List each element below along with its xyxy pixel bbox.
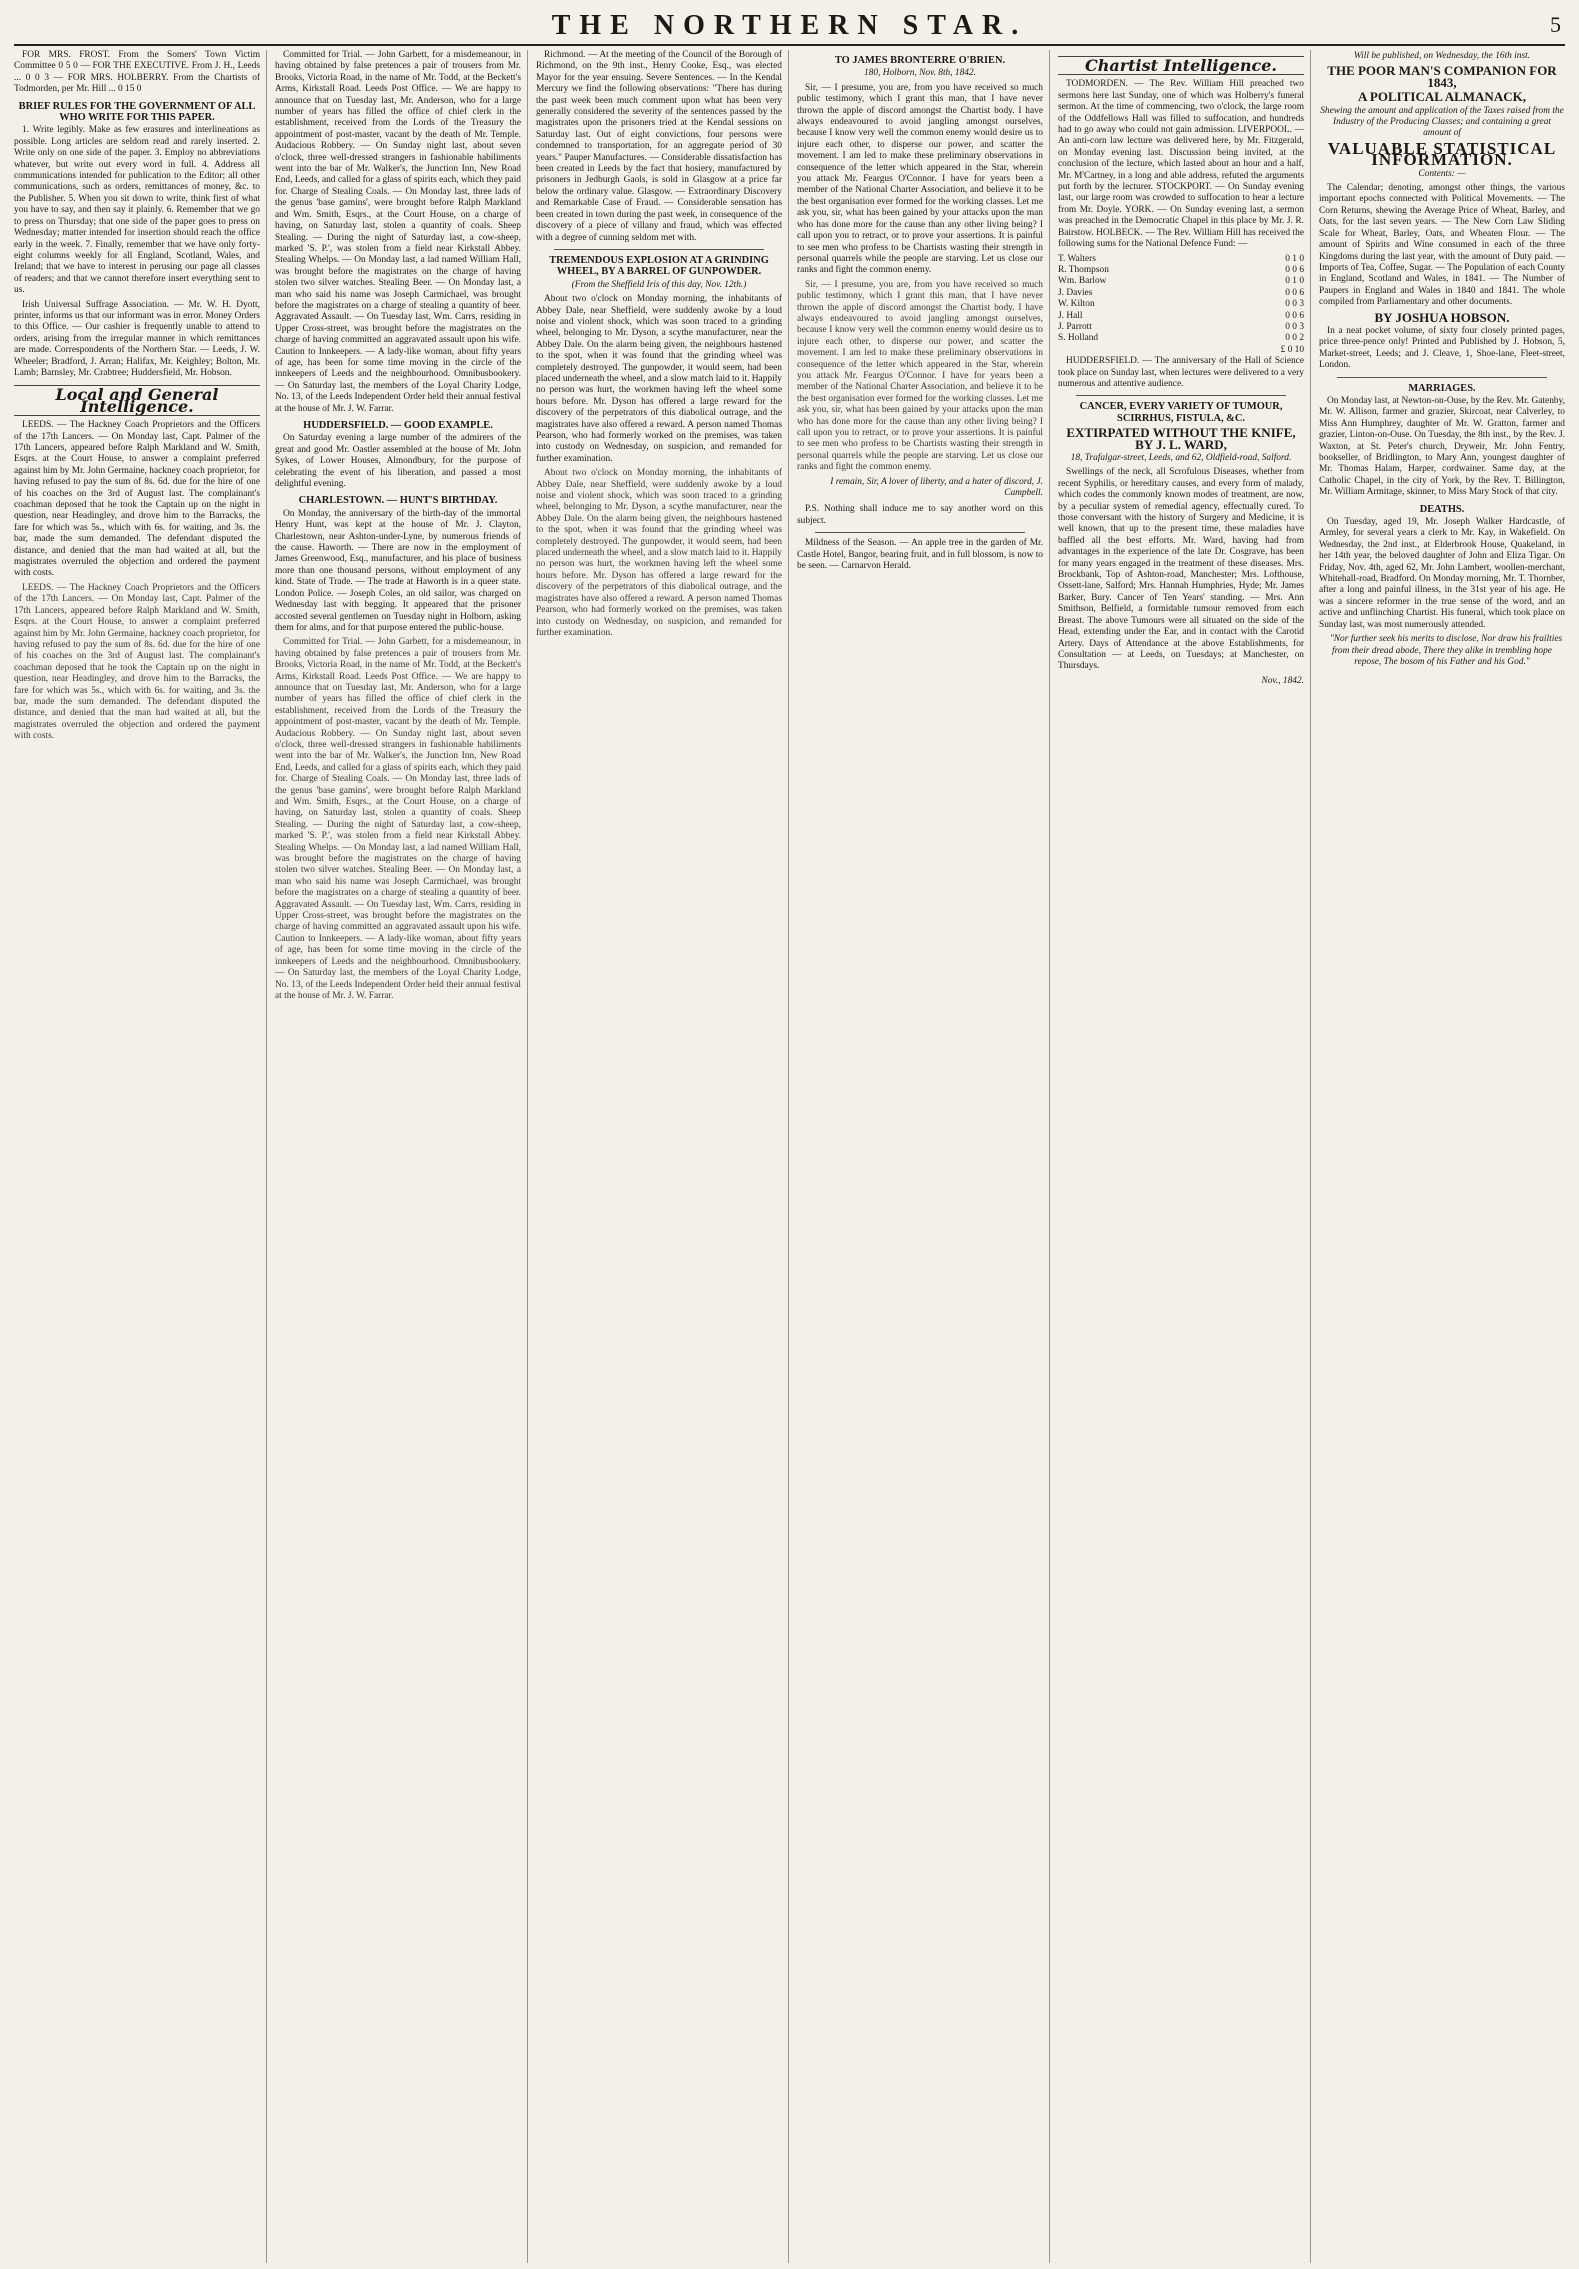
letter-heading: TO JAMES BRONTERRE O'BRIEN.: [834, 55, 1006, 66]
cancer-ad-doctor: EXTIRPATED WITHOUT THE KNIFE, BY J. L. WARD,: [1066, 425, 1296, 452]
chartist-intelligence-heading: Chartist Intelligence.: [1058, 56, 1304, 75]
divider: [1337, 377, 1547, 378]
letter-signature: I remain, Sir, A lover of liberty, and a hater of discord, J. Campbell.: [830, 476, 1043, 499]
fund-amount: 0 1 0: [1285, 253, 1304, 264]
almanack-headline: VALUABLE STATISTICAL INFORMATION.: [1327, 138, 1557, 170]
letter-address: 180, Holborn, Nov. 8th, 1842.: [863, 68, 977, 79]
almanack-contents-heading: Contents: —: [1418, 168, 1466, 179]
fund-amount: 0 0 6: [1285, 264, 1304, 275]
marriages-heading: MARRIAGES.: [1408, 382, 1476, 394]
defence-fund-row: [1058, 254, 1304, 265]
rules-heading: BRIEF RULES FOR THE GOVERNMENT OF ALL WHO WRITE FOR THIS PAPER.: [18, 100, 256, 124]
fund-amount: 0 0 6: [1285, 310, 1304, 321]
column-2: [275, 50, 528, 2263]
defence-fund-list: [1058, 254, 1304, 345]
local-intelligence-text-cont: LEEDS. — The Hackney Coach Proprietors and the Officers of the 17th Lancers. — On Monday last, Capt. Palmer of the 17th Lancers, appeared before Ralph Markland and W. Smith, Esqrs. at the Court House, to answer a complaint preferred against him by Mr. John Germaine, hackney coach proprietor, for having refused to pay the sum of 8s. 6d. due for the hire of one of his coaches on the 3rd of August last. The complainant's coachman deposed that he took the Captain up on the night in question, near Headingley, and drove him to the Barracks, the fare for which was 5s., which with 6s. for waiting, and 3s. the bar, made the sum demanded. The defendant disputed the distance, and denied that the man had waited at all, but the magistrates overruled the objection and ordered the payment with costs.: [14, 582, 260, 742]
cancer-ad-text: Swellings of the neck, all Scrofulous Diseases, whether from recent Syphilis, or hereditary causes, and every form of malady, which codes the commonly known modes of treatment, are now, by a peculiar system of remedial agency, effectually cured. To those conversant with the history of Surgery and Medicine, it is well known, that up to the present time, these maladies have baffled all the best efforts. Mr. Ward, having had from advantages in the experience of the late Dr. Cosgrave, has been for many years engaged in the treatment of these diseases. Mrs. Brockbank, Top of Ashton-road, Manchester; Mrs. Lofthouse, Ossett-lane, Salford; Mrs. Hannah Humphries, Hyde; Mr. James Barker, Bury. Cancer of Ten Years' standing. — Mrs. Ann Smithson, Belfield, a formidable tumour removed from each Breast. The above Tumours were all situated on the side of the Head, extending under the Ear, and in contact with the Carotid Artery. Days of Attendance at the above Establishments, for Consultation — at Leeds, on Tuesdays; at Manchester, on Thursdays.: [1058, 467, 1304, 672]
defence-fund-row: [1058, 322, 1304, 333]
defence-fund-row: [1058, 276, 1304, 287]
almanack-contents: The Calendar; denoting, amongst other things, the various important epochs connected with Political Movements. — The Corn Returns, shewing the Average Price of Wheat, Barley, and Oats, for the last seven years. — The New Corn Law Sliding Scale for Wheat, Barley, Oats, and Wheaten Flour. — The amount of Spirits and Wine consumed in each of the three Kingdoms during the last year, with the amount of Duty paid. — Imports of Tea, Coffee, Sugar. — The Population of each County in England, Scotland and Wales, in 1841. — The Number of Paupers in England and Wales in 1840 and 1841. The whole compiled from Parliamentary and other documents.: [1319, 183, 1565, 308]
huddersfield-heading: HUDDERSFIELD. — GOOD EXAMPLE.: [303, 420, 493, 431]
defence-fund-row: [1058, 288, 1304, 299]
memorial-verse: "Nor further seek his merits to disclose, Nor draw his frailties from their dread abode, There they alike in trembling hope repose, The bosom of his Father and his God.": [1329, 634, 1563, 667]
column-6: [1319, 50, 1565, 2263]
defence-fund-row: [1058, 311, 1304, 322]
charlestown-text: On Monday, the anniversary of the birth-day of the immortal Henry Hunt, was kept at the house of Mr. J. Clayton, Charlestown, near Ashton-under-Lyne, by numerous friends of the cause. Haworth. — There are now in the employment of James Greenwood, Esq., manufacturer, and his place of business more than one thousand persons, without employment of any kind. State of Trade. — The trade at Haworth is in a queer state. London Police. — Joseph Coles, an old sailor, was charged on Wednesday last with begging. It appeared that the prisoner accosted several gentlemen on Tuesday night in Holborn, asking them for alms, and for that purpose entered the public-house.: [275, 508, 521, 633]
leeds-news-text: Committed for Trial. — John Garbett, for a misdemeanour, in having obtained by false pretences a pair of trousers from Mr. Brooks, Victoria Road, in the name of Mr. Todd, at the Beckett's Arms, Kirkstall Road. Leeds Post Office. — We are happy to announce that on Tuesday last, Mr. Anderson, who for a large number of years has filled the office of chief clerk in the establishment, received from the Lords of the Treasury the appointment of post-master, vacant by the death of Mr. Temple. Audacious Robbery. — On Sunday night last, about seven o'clock, three well-dressed strangers in fashionable habiliments went into the bar of Mr. Walker's, the Junction Inn, New Road End, Leeds, and called for a glass of spirits each, which they paid for. Charge of Stealing Coals. — On Monday last, three lads of the genus 'base gamins', were brought before Ralph Markland and Wm. Smith, Esqrs., at the Court House, on a charge of having, on Saturday last, stolen a quantity of coals. Sheep Stealing. — During the night of Saturday last, a cow-sheep, marked 'S. P.', was stolen from a field near Kirkstall Abbey. Stealing Whelps. — On Monday last, a lad named William Hall, was brought before the magistrates on the charge of having stolen two silver watches. Stealing Beer. — On Monday last, a man who said his name was Joseph Carmichael, was brought before the magistrates on a charge of stealing a quantity of beer. Aggravated Assault. — On Tuesday last, Wm. Carrs, residing in Upper Cross-street, was brought before the magistrates on the charge of having committed an aggravated assault upon his wife. Caution to Innkeepers. — A lady-like woman, about fifty years of age, has been for some time moving in the circle of the innkeepers of Leeds and the neighbourhood. Omnibusbookery. — On Saturday last, the members of the Loyal Charity Lodge, No. 13, of the Leeds Independent Order held their annual festival at the house of Mr. J. W. Farrar.: [275, 50, 521, 414]
chartist-intelligence-text: TODMORDEN. — The Rev. William Hill preached two sermons here last Sunday, one of which was Holberry's funeral sermon. At the time of commencing, two o'clock, the large room of the Oddfellows Hall was filled to suffocation, and hundreds had to go away who could not gain admission. LIVERPOOL. — An anti-corn law lecture was delivered here, by Mr. Fitzgerald, on Monday evening last. Discussion being invited, at the conclusion of the lecture, which lasted about an hour and a half, Mr. M'Cartney, in a long and able address, refuted the arguments put forth by the lecturer. STOCKPORT. — On Sunday evening last, our large room was crowded to suffocation to hear a lecture from Mr. Doyle. YORK. — On Sunday evening last, a sermon was preached in the Democratic Chapel in this place by Mr. J. R. Bairstow. HOLBECK. — The Rev. William Hill has received the following sums for the National Defence Fund: —: [1058, 79, 1304, 250]
cancer-ad-date: Nov., 1842.: [1261, 675, 1304, 686]
almanack-pub-notice: Will be published, on Wednesday, the 16th inst.: [1353, 51, 1531, 61]
column-5: [1058, 50, 1311, 2263]
huddersfield-text: On Saturday evening a large number of the admirers of the great and good Mr. Oastler assembled at the house of Mr. John Sykes, of Lower Houses, Almondbury, for the purpose of celebrating the event of his liberation, and passed a most delightful evening.: [275, 433, 521, 490]
rules-text: 1. Write legibly. Make as few erasures and interlineations as possible. Long articles are seldom read and rarely inserted. 2. Write only on one side of the paper. 3. Employ no abbreviations whatever, but write out every word in full. 4. Address all communications intended for publication to the Editor; all other communications, such as orders, remittances of money, &c. to the Publisher. 5. When you sit down to write, think first of what you have to say, and then say it plainly. 6. Remember that we go to press on Thursday; that one side of the paper goes to press on Wednesday; matter intended for insertion should reach the office early in the week. 7. Finally, remember that we have only forty-eight columns weekly for all England, Scotland, Wales, and Ireland; that we have to interest in perusing our page all classes of readers; and that we cannot therefore insert everything sent to us.: [14, 125, 260, 296]
fund-amount: 0 0 6: [1285, 287, 1304, 298]
cancer-ad-address: 18, Trafalgar-street, Leeds, and 62, Oldfield-road, Salford.: [1070, 453, 1292, 463]
almanack-footer: In a neat pocket volume, of sixty four closely printed pages, price three-pence only! Printed and Published by J. Hobson, 5, Market-street, Leeds; and J. Cleave, 1, Shoe-lane, Fleet-street, London.: [1319, 325, 1565, 371]
column-4: [797, 50, 1050, 2263]
explosion-heading: TREMENDOUS EXPLOSION AT A GRINDING WHEEL, BY A BARREL OF GUNPOWDER.: [549, 254, 769, 278]
charlestown-heading: CHARLESTOWN. — HUNT'S BIRTHDAY.: [298, 495, 498, 507]
fund-donor: J. Parrott: [1058, 321, 1092, 332]
defence-fund-row: [1058, 333, 1304, 344]
marriages-text: On Monday last, at Newton-on-Ouse, by the Rev. Mr. Gatenby, Mr. W. Allison, farmer and grazier, Skircoat, near Calverley, to Miss Ann Humphrey, daughter of Mr. W. Gratton, farmer and grazier, Linton-on-Ouse. On Tuesday, the 8th inst., by the Rev. J. Waxton, at St. Peter's church, Dryweir, Mr. John Fentry, bookseller, of Bridlington, to Mary Ann, youngest daughter of Mr. Thomas Halam, Harper, cordwainer. Same day, at the Catholic Chapel, in the city of York, by the Rev. T. Billington, Mr. William Armitage, skinner, to Miss Mary Stock of that city.: [1319, 395, 1565, 498]
regional-news-text: Richmond. — At the meeting of the Council of the Borough of Richmond, on the 9th inst., Henry Cooke, Esq., was elected Mayor for the year ensuing. Severe Sentences. — In the Kendal Mercury we find the following observations: "There has during the past week been much comment upon what has been very generally considered the severity of the sentences passed by the magistrates upon the prisoners tried at the Kendal sessions on Saturday last. Out of eight convictions, four persons were condemned to transportation, for an aggregate period of 30 years." Pauper Manufactures. — Considerable dissatisfaction has been created in Leeds by the fact that hosiery, manufactured by prisoners in Jedburgh Gaols, is sold in Glasgow at a price far below the ordinary value. Glasgow. — Extraordinary Discovery and Remarkable Case of Fraud. — Considerable sensation has been created in town during the past week, in consequence of the discovery of a piece of villany and fraud, which was effected with a degree of cunning seldom met with.: [536, 50, 782, 243]
divider: [554, 249, 764, 250]
huddersfield-note: HUDDERSFIELD. — The anniversary of the Hall of Science took place on Sunday last, when lectures were delivered to a very numerous and attentive audience.: [1058, 356, 1304, 389]
divider: [1076, 395, 1286, 396]
fund-donor: T. Walters: [1058, 253, 1096, 264]
columns: [14, 50, 1565, 2263]
fund-donor: J. Davies: [1058, 287, 1093, 298]
fund-donor: S. Holland: [1058, 333, 1099, 344]
fund-amount: 0 0 3: [1285, 299, 1304, 310]
local-intelligence-heading: Local and General Intelligence.: [14, 385, 260, 416]
deaths-heading: DEATHS.: [1419, 503, 1465, 515]
fund-amount: 0 1 0: [1285, 276, 1304, 287]
almanack-title: THE POOR MAN'S COMPANION FOR 1843,: [1327, 63, 1557, 90]
explosion-text-cont: About two o'clock on Monday morning, the inhabitants of Abbey Dale, near Sheffield, were suddenly awoke by a loud noise and violent shock, which was soon traced to a grinding wheel, belonging to Mr. Dyson, a scythe manufacturer, near the Abbey Dale. On the alarm being given, the neighbours hastened to the spot, when it was found that the grinding wheel was completely destroyed. The gunpowder, it would seem, had been placed underneath the wheel, and a slow match laid to it. Happily no person was hurt, the workmen having left the wheel some hours before. Mr. Dyson has offered a large reward for the discovery of the perpetrators of this diabolical outrage, and the magistrates have also offered a reward. A person named Thomas Pearson, who had formerly worked on the premises, was taken into custody on Wednesday, on suspicion, and remanded for further examination.: [536, 468, 782, 638]
misc-note: Mildness of the Season. — An apple tree in the garden of Mr. Castle Hotel, Bangor, bearing fruit, and in full blossom, is now to be seen. — Carnarvon Herald.: [797, 538, 1043, 572]
column-3: [536, 50, 789, 2263]
deaths-text: On Tuesday, aged 19, Mr. Joseph Walker Hardcastle, of Armley, for several years a clerk to Mr. Kay, in Wakefield. On Wednesday, the 2nd inst., at Elderbrook House, Quakeland, in her 14th year, the beloved daughter of John and Eliza Tigar. On Friday, Nov. 4th, aged 62, Mr. John Lambert, woollen-merchant, Whitehall-road, Bradford. On Monday morning, Mr. T. Thornber, after a long and painful illness, in the 31st year of his age. He was a sincere reformer in the true sense of the word, and an active and unflinching Chartist. His funeral, which took place on Sunday last, was most numerously attended.: [1319, 517, 1565, 630]
newspaper-title: THE NORTHERN STAR.: [551, 10, 1028, 41]
divider: [815, 532, 1025, 533]
defence-fund-total: £ 0 10: [1280, 344, 1304, 355]
almanack-subtitle: A POLITICAL ALMANACK,: [1358, 89, 1526, 105]
fund-donor: Wm. Barlow: [1058, 276, 1107, 287]
almanack-author: BY JOSHUA HOBSON.: [1374, 309, 1510, 325]
explosion-text: About two o'clock on Monday morning, the inhabitants of Abbey Dale, near Sheffield, were suddenly awoke by a loud noise and violent shock, which was soon traced to a grinding wheel, belonging to Mr. Dyson, a scythe manufacturer, near the Abbey Dale. On the alarm being given, the neighbours hastened to the spot, when it was found that the grinding wheel was completely destroyed. The gunpowder, it would seem, had been placed underneath the wheel, and a slow match laid to it. Happily no person was hurt, the workmen having left the wheel some hours before. Mr. Dyson has offered a large reward for the discovery of the perpetrators of this diabolical outrage, and the magistrates have also offered a reward. A person named Thomas Pearson, who had formerly worked on the premises, was taken into custody on Wednesday, on suspicion, and remanded for further examination.: [536, 294, 782, 464]
fund-amount: 0 0 2: [1285, 333, 1304, 344]
correspondent-notes: Irish Universal Suffrage Association. — Mr. W. H. Dyott, printer, informs us that our informant was in error. Money Orders to this Office. — Our cashier is frequently unable to attend to orders, arising from the irregular manner in which remittances are made. Correspondents of the Northern Star. — Leeds, J. W. Wheeler; Bradford, J. Arran; Halifax, Mr. Keighley; Bolton, Mr. Lamb; Barnsley, Mr. Crabtree; Huddersfield, Mr. Hobson.: [14, 299, 260, 378]
defence-fund-row: [1058, 299, 1304, 310]
cancer-ad-heading: CANCER, EVERY VARIETY OF TUMOUR, SCIRRHUS, FISTULA, &C.: [1079, 401, 1283, 424]
fund-donor: R. Thompson: [1058, 264, 1109, 275]
explosion-source: (From the Sheffield Iris of this day, Nov. 12th.): [571, 279, 747, 290]
subscription-notices: FOR MRS. FROST. From the Somers' Town Victim Committee 0 5 0 — FOR THE EXECUTIVE. From J. H., Leeds ... 0 0 3 — FOR MRS. HOLBERRY. From the Chartists of Todmorden, per Mr. Hill ... 0 15 0: [14, 50, 260, 95]
column-1: [14, 50, 267, 2263]
letter-text: Sir, — I presume, you are, from you have received so much public testimony, which I grant this man, that I have never thrown the apple of discord amongst the Chartist body. I have always endeavoured to avoid jangling amongst ourselves, because I know very well the common enemy would desire us to injure each other, to disperse our power, and scatter the movement. I am led to make these preliminary observations in consequence of the letter which appeared in the Star, wherein you attack Mr. Feargus O'Connor. I have for years been a member of the National Charter Association, and believe it to be the best organisation ever formed for the working classes. Let me ask you, sir, what has been gained by your attacks upon the man who has done more for the cause than any other living being? I call upon you to retract, or to prove your assertions. It is painful to see men who profess to be Chartists wasting their strength in personal quarrels while the people are starving. Let us close our ranks and fight the common enemy.: [797, 82, 1043, 276]
fund-amount: 0 0 3: [1285, 321, 1304, 332]
masthead: [14, 10, 1565, 46]
leeds-news-text-cont: Committed for Trial. — John Garbett, for a misdemeanour, in having obtained by false pretences a pair of trousers from Mr. Brooks, Victoria Road, in the name of Mr. Todd, at the Beckett's Arms, Kirkstall Road. Leeds Post Office. — We are happy to announce that on Tuesday last, Mr. Anderson, who for a large number of years has filled the office of chief clerk in the establishment, received from the Lords of the Treasury the appointment of post-master, vacant by the death of Mr. Temple. Audacious Robbery. — On Sunday night last, about seven o'clock, three well-dressed strangers in fashionable habiliments went into the bar of Mr. Walker's, the Junction Inn, New Road End, Leeds, and called for a glass of spirits each, which they paid for. Charge of Stealing Coals. — On Monday last, three lads of the genus 'base gamins', were brought before Ralph Markland and Wm. Smith, Esqrs., at the Court House, on a charge of having, on Saturday last, stolen a quantity of coals. Sheep Stealing. — During the night of Saturday last, a cow-sheep, marked 'S. P.', was stolen from a field near Kirkstall Abbey. Stealing Whelps. — On Monday last, a lad named William Hall, was brought before the magistrates on the charge of having stolen two silver watches. Stealing Beer. — On Monday last, a man who said his name was Joseph Carmichael, was brought before the magistrates on a charge of stealing a quantity of beer. Aggravated Assault. — On Tuesday last, Wm. Carrs, residing in Upper Cross-street, was brought before the magistrates on the charge of having committed an aggravated assault upon his wife. Caution to Innkeepers. — A lady-like woman, about fifty years of age, has been for some time moving in the circle of the innkeepers of Leeds and the neighbourhood. Omnibusbookery. — On Saturday last, the members of the Loyal Charity Lodge, No. 13, of the Leeds Independent Order held their annual festival at the house of Mr. J. W. Farrar.: [275, 637, 521, 1001]
fund-donor: W. Kilton: [1058, 299, 1095, 310]
letter-text-cont: Sir, — I presume, you are, from you have received so much public testimony, which I grant this man, that I have never thrown the apple of discord amongst the Chartist body. I have always endeavoured to avoid jangling amongst ourselves, because I know very well the common enemy would desire us to injure each other, to disperse our power, and scatter the movement. I am led to make these preliminary observations in consequence of the letter which appeared in the Star, wherein you attack Mr. Feargus O'Connor. I have for years been a member of the National Charter Association, and believe it to be the best organisation ever formed for the working classes. Let me ask you, sir, what has been gained by your attacks upon the man who has done more for the cause than any other living being? I call upon you to retract, or to prove your assertions. It is painful to see men who profess to be Chartists wasting their strength in personal quarrels while the people are starving. Let us close our ranks and fight the common enemy.: [797, 279, 1043, 473]
fund-donor: J. Hall: [1058, 310, 1083, 321]
almanack-description: Shewing the amount and application of the Taxes raised from the Industry of the Producing Classes; and containing a great amount of: [1320, 105, 1564, 139]
local-intelligence-text: LEEDS. — The Hackney Coach Proprietors and the Officers of the 17th Lancers. — On Monday last, Capt. Palmer of the 17th Lancers, appeared before Ralph Markland and W. Smith, Esqrs. at the Court House, to answer a complaint preferred against him by Mr. John Germaine, hackney coach proprietor, for having refused to pay the sum of 8s. 6d. due for the hire of one of his coaches on the 3rd of August last. The complainant's coachman deposed that he took the Captain up on the night in question, near Headingley, and drove him to the Barracks, the fare for which was 5s., which with 6s. for waiting, and 3s. the bar, made the sum demanded. The defendant disputed the distance, and denied that the man had waited at all, but the magistrates overruled the objection and ordered the payment with costs.: [14, 420, 260, 579]
letter-postscript: P.S. Nothing shall induce me to say another word on this subject.: [797, 504, 1043, 526]
defence-fund-row: [1058, 265, 1304, 276]
page-number: 5: [1550, 12, 1561, 37]
